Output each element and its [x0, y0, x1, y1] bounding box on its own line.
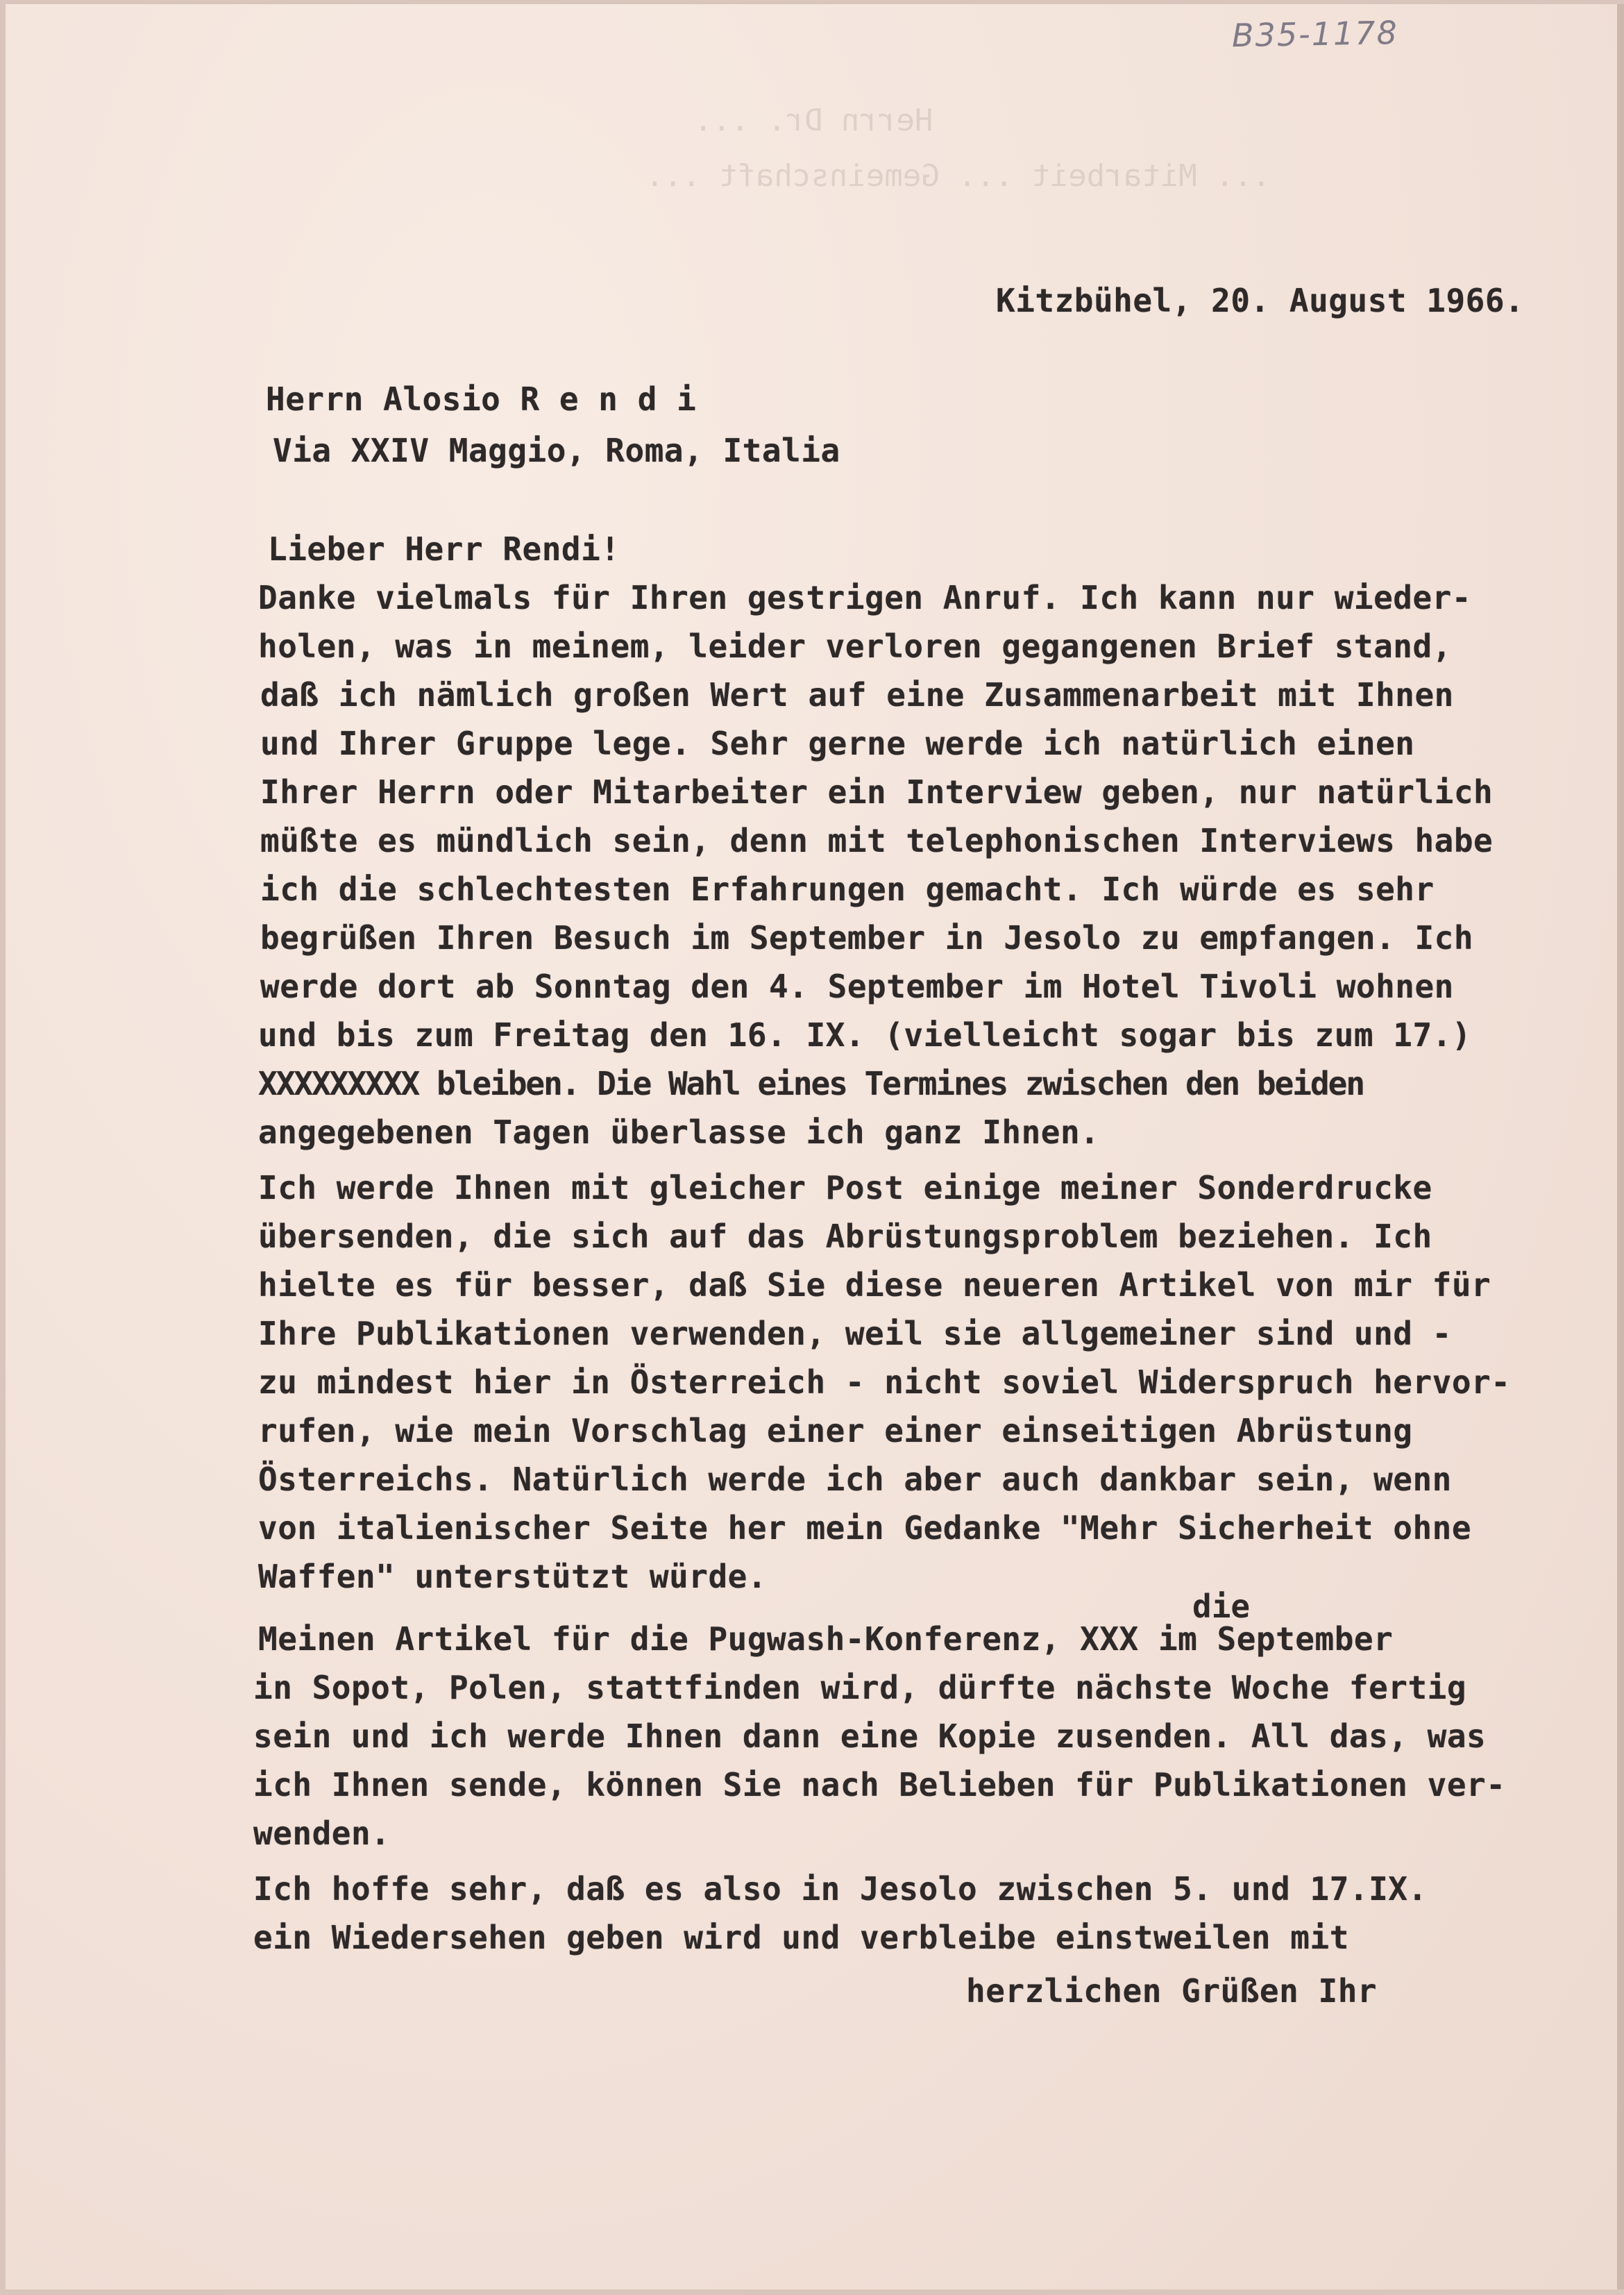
body-line: Ihrer Herrn oder Mitarbeiter ein Interview geben, nur natürlich — [260, 773, 1494, 811]
letter-date: Kitzbühel, 20. August 1966. — [996, 282, 1525, 319]
recipient-name: Herrn Alosio R e n d i — [266, 380, 697, 418]
body-line: Meinen Artikel für die Pugwash-Konferenz, XXX im September — [258, 1620, 1394, 1658]
body-line: hielte es für besser, daß Sie diese neueren Artikel von mir für — [258, 1266, 1491, 1304]
body-line: und Ihrer Gruppe lege. Sehr gerne werde ich natürlich einen — [260, 725, 1415, 762]
scan-edge-right — [1617, 0, 1624, 2295]
archive-reference: B35-1178 — [1231, 13, 1399, 55]
body-line: werde dort ab Sonntag den 4. September im Hotel Tivoli wohnen — [260, 968, 1454, 1005]
body-line: zu mindest hier in Österreich - nicht soviel Widerspruch hervor- — [258, 1363, 1511, 1401]
body-line: und bis zum Freitag den 16. IX. (vielleicht sogar bis zum 17.) — [258, 1016, 1472, 1054]
closing-line: herzlichen Grüßen Ihr — [966, 1972, 1378, 2010]
body-line: daß ich nämlich großen Wert auf eine Zusammenarbeit mit Ihnen — [260, 676, 1454, 714]
body-line: Danke vielmals für Ihren gestrigen Anruf. Ich kann nur wieder- — [258, 579, 1472, 616]
body-line: ich Ihnen sende, können Sie nach Belieben für Publikationen ver- — [253, 1766, 1506, 1804]
handwritten-insert: die — [1192, 1588, 1251, 1625]
body-line: sein und ich werde Ihnen dann eine Kopie zusenden. All das, was — [253, 1717, 1487, 1755]
body-line: rufen, wie mein Vorschlag einer einer einseitigen Abrüstung — [258, 1412, 1413, 1449]
scan-edge-bottom — [0, 2289, 1624, 2295]
bleed-through-line-1: Herrn Dr. ... — [694, 103, 933, 138]
body-line: angegebenen Tagen überlasse ich ganz Ihnen. — [258, 1113, 1100, 1151]
body-line: in Sopot, Polen, stattfinden wird, dürfte nächste Woche fertig — [253, 1669, 1467, 1706]
bleed-through-line-2: ... Mitarbeit ... Gemeinschaft ... — [645, 158, 1271, 194]
body-line: übersenden, die sich auf das Abrüstungsproblem beziehen. Ich — [258, 1218, 1432, 1255]
scan-edge-top — [0, 0, 1624, 4]
body-line: wenden. — [253, 1815, 391, 1852]
body-line: Ich hoffe sehr, daß es also in Jesolo zwischen 5. und 17.IX. — [253, 1870, 1428, 1908]
scan-edge-left — [0, 0, 6, 2295]
salutation: Lieber Herr Rendi! — [268, 530, 620, 568]
body-line: Waffen" unterstützt würde. — [258, 1558, 768, 1595]
body-line: ich die schlechtesten Erfahrungen gemacht. Ich würde es sehr — [260, 871, 1435, 908]
body-line: Ihre Publikationen verwenden, weil sie allgemeiner sind und - — [258, 1315, 1452, 1352]
body-line: Ich werde Ihnen mit gleicher Post einige meiner Sonderdrucke — [258, 1169, 1432, 1207]
body-line: ein Wiedersehen geben wird und verbleibe einstweilen mit — [253, 1919, 1349, 1956]
body-line: müßte es mündlich sein, denn mit telephonischen Interviews habe — [260, 822, 1494, 859]
body-line: Österreichs. Natürlich werde ich aber auch dankbar sein, wenn — [258, 1461, 1452, 1498]
body-line: von italienischer Seite her mein Gedanke "Mehr Sicherheit ohne — [258, 1509, 1472, 1547]
body-line-struck: XXXXXXXXX bleiben. Die Wahl eines Termines zwischen den beiden — [258, 1065, 1364, 1102]
body-line: begrüßen Ihren Besuch im September in Jesolo zu empfangen. Ich — [260, 919, 1474, 957]
body-line: holen, was in meinem, leider verloren gegangenen Brief stand, — [258, 628, 1452, 665]
recipient-address: Via XXIV Maggio, Roma, Italia — [273, 432, 840, 469]
